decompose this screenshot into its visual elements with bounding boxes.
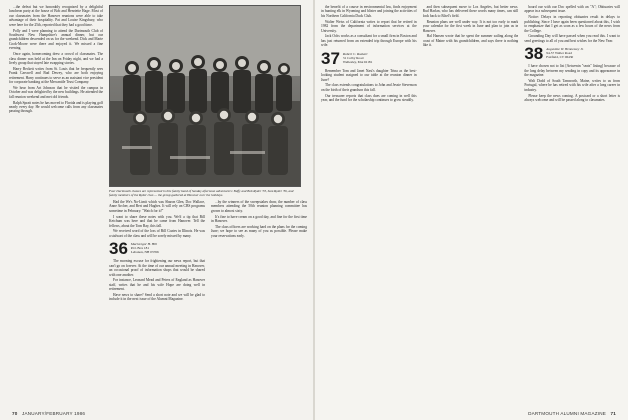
paragraph: Had the We's No-Limit which was Sharon Glen, Doc Wallace, Anne Archer, and Bert and Hughes. It will rely on CBS programs sometime in February. "Watch for it!"	[109, 200, 205, 213]
class-number-38: 38	[524, 44, 544, 64]
paragraph: I have chosen not to list [Aetwenin "seats" listing] because of the long delay between my sending in copy and its appearance in the magazine.	[524, 64, 620, 78]
paragraph: Walt Dodd of South Tamworth, Maine, writes to us from Portugal, where he has retired with his wife after a long career in industry.	[524, 78, 620, 92]
paragraph: Please keep the news coming. A postcard or a short letter is always welcome and will be passed along to classmates.	[524, 93, 620, 102]
paragraph: Our treasurer reports that class dues are coming in well this year, and the fund for the scholarship continues to grow steadily.	[321, 93, 417, 102]
paragraph: Grounding Day will have passed when you read this. I want to send greetings to all of you and best wishes for the New Year.	[524, 34, 620, 43]
address-line: Robert C. Ruekert	[342, 51, 368, 56]
paragraph: Polly and I were planning to attend the Dartmouth Club of Southwest New Hampshire's annual dinner, but our grandchildren descended on us for the weekend. Dick and Marie Cook-Moore were there and enjoyed it. We missed a fine evening.	[9, 28, 103, 51]
paragraph: ...by the winners of the sweepstakes draw, the number of class members attending the 50th reunion planning committee has grown to almost sixty.	[211, 200, 307, 213]
class-heading-37	[321, 48, 417, 68]
right-page-number: 71	[610, 411, 616, 416]
address-line: Fairfield, CT 06430	[546, 55, 574, 60]
left-page	[0, 0, 313, 420]
paragraph: the benefit of a course in environmental law, finds enjoyment in hunting elk in Wyoming and blister and joining the activities of his Northern California Duck Club.	[321, 5, 417, 18]
paragraph: The class officers are working hard on the plans for the coming June; we hope to see as many of you as possible. Please make your reservations early.	[211, 224, 307, 238]
class-number-37: 37	[321, 48, 340, 68]
address-line: Lebanon, NH 03766	[130, 250, 159, 255]
class-address-37	[343, 51, 372, 64]
paragraph: Once again, homecoming drew a crowd of classmates. The class dinner was held at the Inn on Friday night, and we had a lively group that stayed late swapping stories.	[9, 52, 103, 66]
class-address-38	[546, 46, 583, 59]
paragraph: For instance, Leonard Mead and Peters of England as Hanover staff, writes that he and his wife Hope are doing well in retirement.	[109, 278, 205, 292]
paragraph: The morning excuse for frightening our news report, but that can't go on forever. At the time of our annual meeting in Hanover, an occasional proof of information shops that would be shared with one another.	[109, 259, 205, 277]
paragraph: Ralph Spratt notes he has moved to Florida and is playing golf nearly every day. He would welcome calls from any classmates passing through.	[9, 100, 103, 114]
paragraph: It's fine to have cream on a good day, and fine for the first time in Hanover.	[211, 214, 307, 224]
paragraph: Remember Tom and Janet Nast's daughter Trina as the best-looking student assigned to our table at the reunion dinner in June?	[321, 68, 417, 82]
left-column-3	[211, 200, 307, 403]
paragraph: ...the defeat but we honorably recognized by a delightful luncheon party at the house of Bob and Henriette Hage. Most of our classmates from the Hanover reunions were able to take advantage of their hospitality. Pat and Louise Kingsbury, who were here for the 25th, reported that they had a good time.	[9, 5, 103, 27]
right-page	[315, 0, 628, 420]
right-column-1	[321, 5, 417, 403]
address-line: P.O. Box 181	[130, 246, 150, 251]
address-line: Augustine W. Hennessey Jr.	[546, 47, 584, 52]
address-line: MacGregor H. Hill	[130, 242, 158, 247]
left-page-number: 70	[12, 411, 18, 416]
paragraph: Walter Weiss of California writes to report that he retired in 1982 from the department of information services at the University.	[321, 19, 417, 33]
left-footer	[9, 411, 85, 416]
left-column-2	[109, 200, 205, 403]
left-column-1	[9, 5, 103, 403]
paragraph: board our with our Doc spelled with an "A"; Obituaries will appear in a subsequent issue.	[524, 5, 620, 14]
left-issue-date: JANUARY/FEBRUARY 1986	[22, 411, 86, 416]
address-line: Wellesley, MA 02181	[342, 59, 373, 64]
paragraph: Harry Beckett writes from St. Louis that he frequently sees Frank Carswell and Bud Dewey, who are both enjoying retirement. Harry continues to serve as an assistant vice president for corporate banking at the Mercantile Trust Company.	[9, 66, 103, 85]
class-number: 36	[109, 239, 128, 259]
right-magazine-name: DARTMOUTH ALUMNI MAGAZINE	[528, 411, 606, 416]
address-line: 31 Colby Road	[342, 55, 364, 60]
group-photo	[109, 5, 301, 187]
right-footer	[528, 411, 619, 416]
paragraph: Reunion plans are well under way. It is not too early to mark your calendar for the first week in June and plan to join us in Hanover.	[422, 19, 519, 33]
class-address	[131, 241, 159, 254]
paragraph: Jack Ochs works as a consultant for a small firm in Boston and has just returned from an extended trip through Europe with his wife.	[321, 34, 417, 48]
class-heading-36	[109, 239, 205, 259]
paragraph: and then subsequent move to Los Angeles, but better news. Bud Harlan, who has delivered these words many times, can still look back to Ethel's field.	[422, 5, 519, 18]
right-column-2	[423, 5, 519, 403]
photo-caption: Four Dartmouth classes are represented in this family band of Sunday afternoon adventurers: Buffy and Bob Ryder '33, Sam Ryder '36, and family members of the Ryder clan — the group gathered at Hanover over the holidays.	[109, 189, 294, 197]
paragraph: Hal Hansen wrote that he spent the summer sailing along the coast of Maine with his grandchildren, and says there is nothing like it.	[422, 34, 519, 48]
paragraph: We received word of the loss of Bill Coates in Illinois. He was a stalwart of the class and will be sorely missed by many.	[109, 229, 205, 238]
paragraph: I want to share these notes with you. We'd a tip that Bill Ketchum was here and that he came from Hanover. Tell the fellows, about the Tom Bay, this fall.	[109, 214, 205, 228]
paragraph: Have news to share? Send a short note and we will be glad to include it in the next issue of the Alumni Magazine.	[109, 292, 205, 302]
class-heading-38	[524, 44, 620, 64]
address-line: 94-57 Waller Road	[546, 51, 572, 56]
left-photo-block	[109, 5, 307, 403]
paragraph: The class extends congratulations to John and Jessie Stevenson on the birth of their grandson this fall.	[321, 83, 417, 92]
paragraph: Notice: Delays in reporting obituaries result in delays to publishing. Since I have again been questioned about this, I wish to emphasize that I get as soon as a few hours of the news from the College.	[524, 15, 620, 33]
right-column-3	[524, 5, 620, 403]
paragraph: We hear from Art Johnson that he visited the campus in October and was delighted by the new buildings. He attended the fall reunion weekend and met old friends.	[9, 85, 103, 99]
